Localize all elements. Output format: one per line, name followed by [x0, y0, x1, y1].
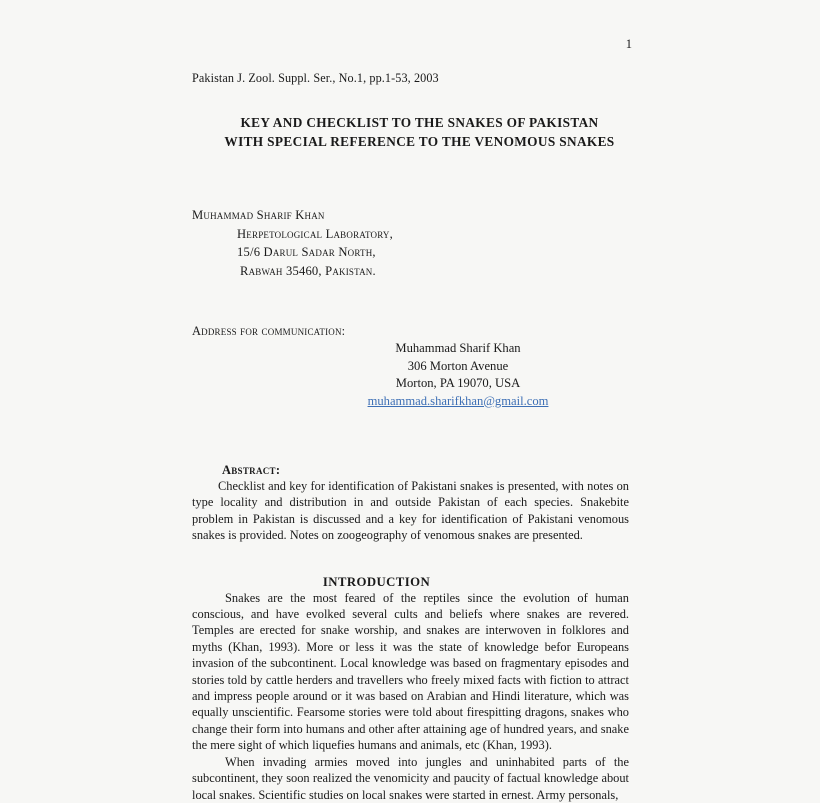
communication-label: Address for communication:	[192, 324, 346, 338]
introduction-paragraph-1: Snakes are the most feared of the reptiles since the evolution of human conscious, and have evolked several cults and beliefs where snakes are revered. Temples are erected for snake worship, and snakes are interwoven in folklores and myths (Khan, 1993). More or less it was the state of knowledge befor Europeans invasion of the subcontinent. Local knowledge was based on fragmentary episodes and stories told by cattle herders and travellers who freely mixed facts with fiction to attract and impress people around or it was based on Arabian and Hindi literature, which was equally unscientific. Fearsome stories were told about firespitting dragons, snakes who change their form into humans and other after attaining age of hundred years, and snake the mere sight of which liquefies humans and animals, etc (Khan, 1993).	[192, 590, 629, 753]
page-content	[192, 70, 629, 803]
paper-title-line-2: WITH SPECIAL REFERENCE TO THE VENOMOUS SNAKES	[224, 134, 615, 149]
affiliation-line-1: Herpetological Laboratory,	[237, 226, 393, 241]
communication-lines	[192, 340, 629, 410]
introduction-section	[192, 575, 629, 803]
page-number: 1	[625, 37, 632, 51]
email-link[interactable]: muhammad.sharifkhan@gmail.com	[367, 393, 549, 408]
paper-title-line-1: KEY AND CHECKLIST TO THE SNAKES OF PAKISTAN	[240, 115, 599, 130]
abstract-label: Abstract:	[222, 463, 281, 477]
communication-city: Morton, PA 19070, USA	[395, 376, 521, 390]
communication-address-block	[192, 322, 629, 410]
introduction-heading: INTRODUCTION	[322, 574, 431, 589]
journal-citation: Pakistan J. Zool. Suppl. Ser., No.1, pp.1-53, 2003	[192, 71, 439, 85]
paper-title	[210, 113, 629, 151]
author-affiliation-block	[192, 206, 629, 280]
abstract-text: Checklist and key for identification of Pakistani snakes is presented, with notes on type locality and distribution in and outside Pakistan of each species. Snakebite problem in Pakistan is discussed and a key for identification of Pakistani venomous snakes is provided. Notes on zoogeography of venomous snakes are presented.	[192, 479, 629, 543]
author-name: Muhammad Sharif Khan	[192, 208, 325, 222]
communication-name: Muhammad Sharif Khan	[395, 341, 521, 355]
introduction-paragraph-2: When invading armies moved into jungles and uninhabited parts of the subcontinent, they soon realized the venomicity and paucity of factual knowledge about local snakes. Scientific studies on local snakes were started in ernest. Army personals,	[192, 754, 629, 802]
communication-street: 306 Morton Avenue	[407, 358, 509, 373]
affiliation-line-2: 15/6 Darul Sadar North,	[237, 245, 376, 259]
abstract-section	[192, 463, 629, 544]
affiliation-line-3: Rabwah 35460, Pakistan.	[240, 263, 376, 278]
